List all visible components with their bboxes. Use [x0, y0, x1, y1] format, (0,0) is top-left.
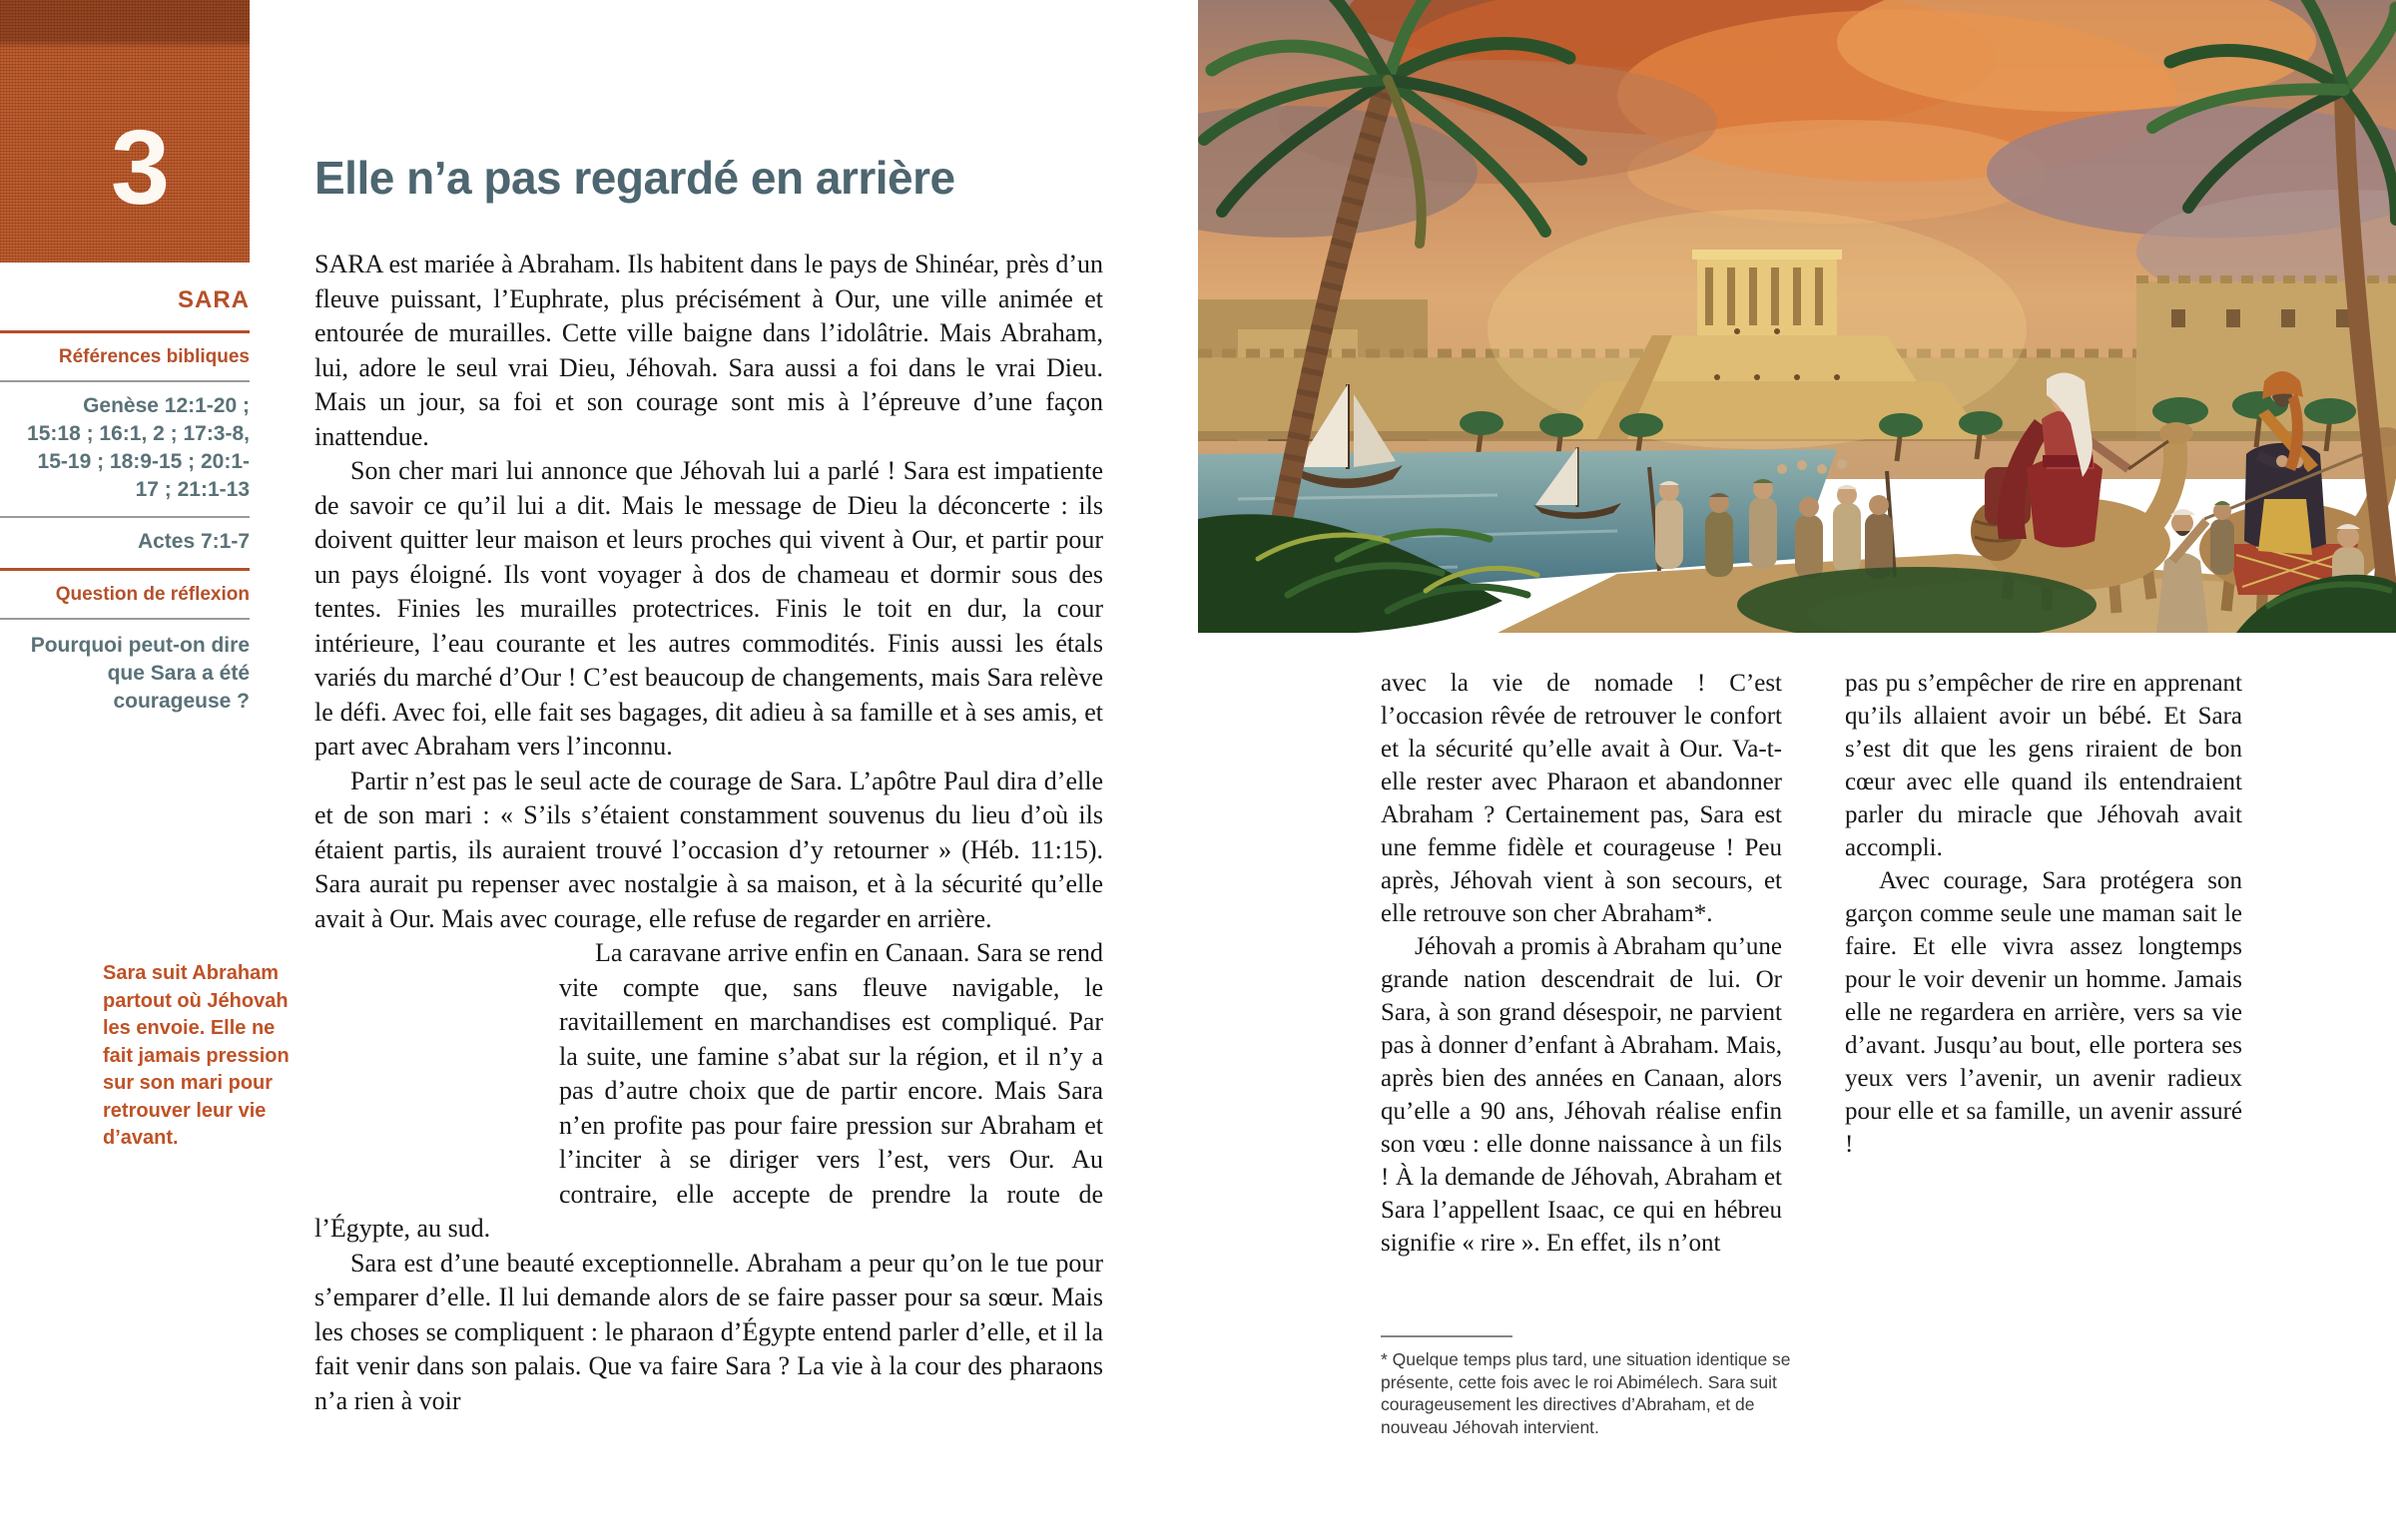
sidebar-question-heading: Question de réflexion [55, 584, 250, 605]
sidebar-divider-orange [0, 568, 250, 571]
ur-departure-illustration [1198, 0, 2396, 633]
footnote-text: * Quelque temps plus tard, une situation identique se présente, cette fois avec le roi Abimélech. Sara suit courageusement les directives d’Abraham, et de nouveau Jéhovah intervient. [1381, 1349, 1791, 1437]
sidebar-refs-primary: Genèse 12:1-20 ; 15:18 ; 16:1, 2 ; 17:3-8, 15-19 ; 18:9-15 ; 20:1-17 ; 21:1-13 [27, 394, 250, 501]
paragraph-4-text: La caravane arrive enfin en Canaan. Sara se rend vite compte que, sans fleuve navigable, le ravitaillement en marchandises est compliqué. Par la suite, une famine s’abat sur la région, et il n’y a pas d’autre choix que de partir encore. Mais Sara n’en profite pas pour faire pression sur Abraham et l’inciter à se diriger vers l’est, vers Our. Au contraire, elle accepte de prendre la route de l’Égypte, au sud. [314, 938, 1103, 1243]
sidebar [0, 262, 250, 716]
paragraph-3: Partir n’est pas le seul acte de courage de Sara. L’apôtre Paul dira d’elle et de son mari : « S’ils s’étaient constamment souvenus du lieu d’où ils étaient partis, ils auraient trouvé l’occasion d’y retourner » (Héb. 11:15). Sara aurait pu repenser avec nostalgie à sa maison, et à la sécurité qu’elle avait à Our. Mais avec courage, elle refuse de regarder en arrière. [314, 766, 1103, 933]
ur-departure-art [1198, 0, 2396, 633]
paragraph-5: Sara est d’une beauté exceptionnelle. Abraham a peur qu’on le tue pour s’emparer d’elle. Il lui demande alors de se faire passer pour sa sœur. Mais les choses se compliquent : le pharaon d’Égypte entend parler d’elle, et il la fait venir dans son palais. Que va faire Sara ? La vie à la cour des pharaons n’a rien à voir [314, 1248, 1103, 1415]
chapter-texture-block [0, 0, 250, 262]
paragraph-2: Son cher mari lui annonce que Jéhovah lui a parlé ! Sara est impatiente de savoir ce qu’il lui a dit. Mais le message de Dieu la déconcerte : ils doivent quitter leur maison et leurs proches qui vivent à Our, et partir pour un pays éloigné. Ils vont voyager à dos de chameau et dormir sous des tentes. Finies les murailles protectrices. Finis le toit en dur, la cour intérieure, l’eau courante et les autres commodités. Finis aussi les étals variés du marché d’Our ! C’est beaucoup de changements, mais Sara relève le défi. Avec foi, elle fait ses bagages, dit adieu à sa famille et à ses amis, et part avec Abraham vers l’inconnu. [314, 456, 1103, 761]
footnote-divider [1381, 1335, 1512, 1337]
ziggurat [1488, 210, 2027, 449]
sidebar-person-name: SARA [177, 286, 250, 313]
sidebar-divider [0, 618, 250, 620]
right-column-2 [1845, 667, 2242, 1161]
page-title: Elle n’a pas regardé en arrière [314, 152, 955, 204]
sidebar-divider [0, 380, 250, 382]
right-column-1 [1381, 667, 1782, 1260]
paragraph-1: SARA est mariée à Abraham. Ils habitent dans le pays de Shinéar, près d’un fleuve puissant, l’Euphrate, plus précisément à Our, une ville animée et entourée de murailles. Cette ville baigne dans l’idolâtrie. Mais Abraham, lui, adore le seul vrai Dieu, Jéhovah. Sara aussi a foi dans le vrai Dieu. Mais un jour, sa foi et son courage sont mis à l’épreuve d’une façon inattendue. [314, 250, 1103, 451]
walker-6 [1865, 471, 1895, 579]
sidebar-question: Pourquoi peut-on dire que Sara a été courageuse ? [30, 634, 250, 713]
column2-paragraph-2: Avec courage, Sara protégera son garçon comme seule une maman sait le faire. Et elle vivra assez longtemps pour le voir devenir un homme. Jamais elle ne regardera en arrière, vers sa vie d’avant. Jusqu’au bout, elle portera ses yeux vers l’avenir, un avenir radieux pour elle et sa famille, un avenir assuré ! [1845, 867, 2242, 1158]
chapter-number: 3 [111, 109, 170, 227]
paragraph-4 [103, 936, 1103, 1247]
column1-paragraph-1: avec la vie de nomade ! C’est l’occasion rêvée de retrouver le confort et la sécurité qu’elle avait à Our. Va-t-elle rester avec Pharaon et abandonner Abraham ? Certainement pas, Sara est une femme fidèle et courageuse ! Peu après, Jéhovah vient à son secours, et elle retrouve son cher Abraham*. [1381, 670, 1782, 927]
column1-paragraph-2: Jéhovah a promis à Abraham qu’une grande nation descendrait de lui. Or Sara, à son grand désespoir, ne parvient pas à donner d’enfant à Abraham. Mais, après bien des années en Canaan, alors qu’elle a 90 ans, Jéhovah réalise enfin son vœu : elle donne naissance à un fils ! À la demande de Jéhovah, Abraham et Sara l’appellent Isaac, ce qui en hébreu signifie « rire ». En effet, ils n’ont [1381, 933, 1782, 1257]
pull-quote-spacer [314, 936, 559, 1212]
column2-paragraph-1: pas pu s’empêcher de rire en apprenant qu’ils allaient avoir un bébé. Et Sara s’est dit que les gens riraient de bon cœur avec elle quand ils entendraient parler du miracle que Jéhovah avait accompli. [1845, 670, 2242, 861]
pull-quote: Sara suit Abraham partout où Jéhovah les envoie. Elle ne fait jamais pression sur son mari pour retrouver leur vie d’avant. [103, 962, 290, 1149]
sidebar-refs-heading: Références bibliques [58, 346, 250, 367]
sidebar-divider [0, 516, 250, 518]
walker-5 [1833, 485, 1861, 573]
sidebar-refs-secondary: Actes 7:1-7 [137, 530, 250, 553]
footnote [1381, 1335, 1825, 1438]
sidebar-divider-orange [0, 330, 250, 333]
